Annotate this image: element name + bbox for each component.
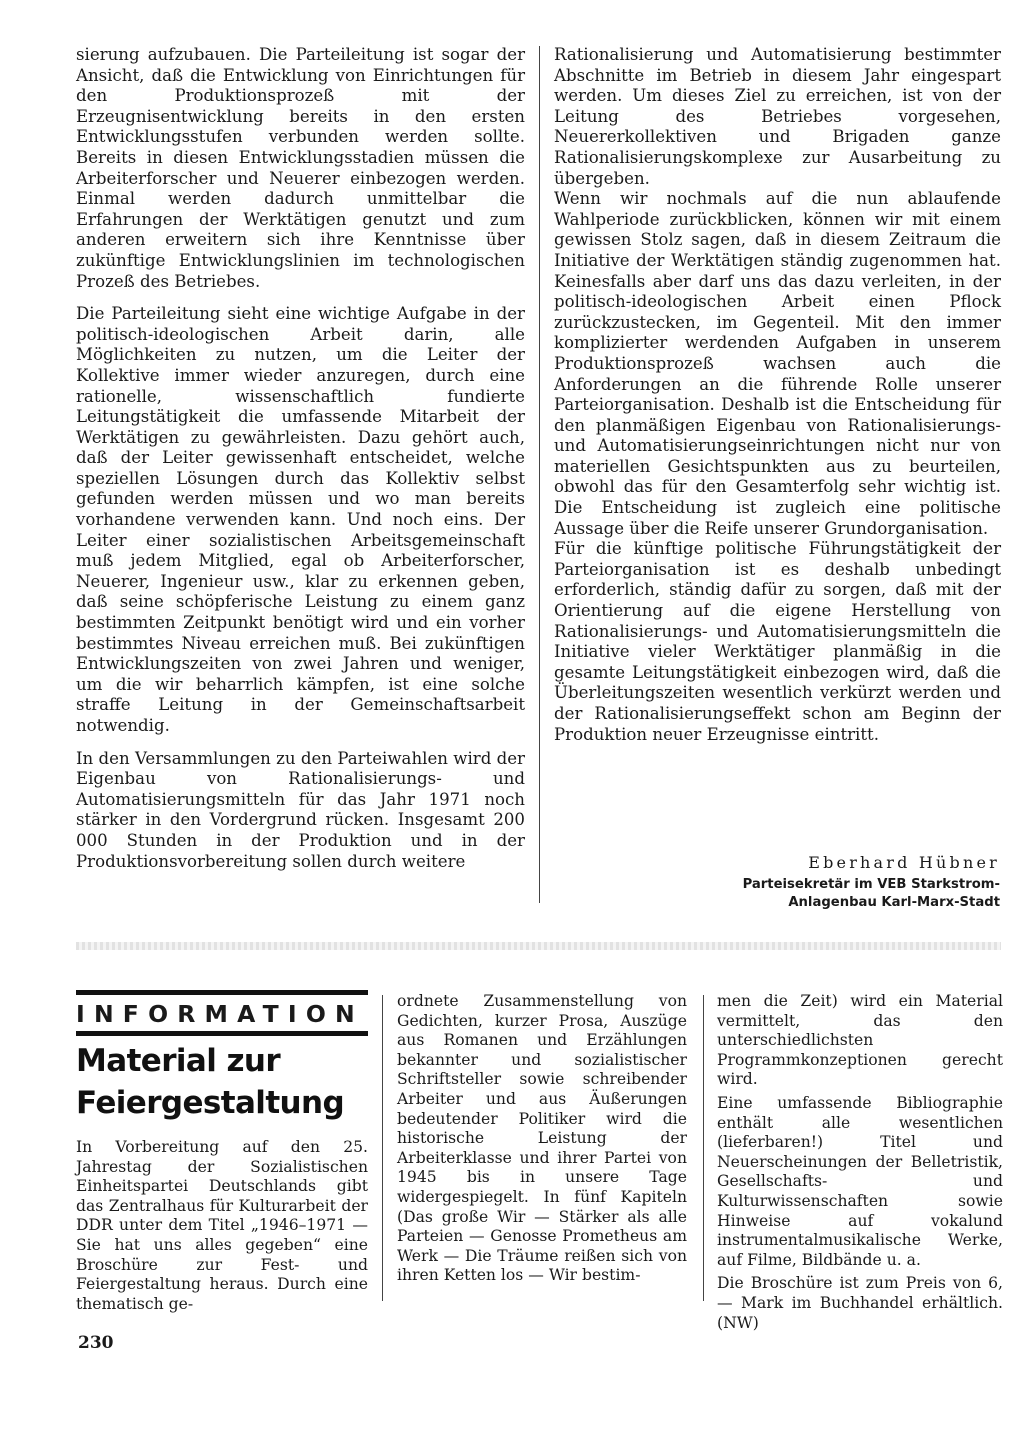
article-column-right	[554, 45, 1001, 745]
info-column-2	[397, 992, 687, 1286]
section-separator	[76, 942, 1001, 950]
column-divider	[382, 995, 383, 1301]
page-number: 230	[78, 1333, 114, 1353]
info-column-1	[76, 1138, 368, 1314]
article-paragraph: Die Parteileitung sieht eine wichtige Aufgabe in der politisch-ideologischen Arbeit darin, alle Möglichkeiten zu nutzen, um die Leiter der Kollektive immer wieder anzuregen, durch eine rationelle, wissenschaftlich fundierte Leitungstätigkeit die umfassende Mitarbeit der Werktätigen zu gewährleisten. Dazu gehört auch, daß der Leiter gewissenhaft entscheidet, welche speziellen Lösungen durch das Kollektiv selbst gefunden werden müssen und wo man bereits vorhandene verwenden kann. Und noch eins. Der Leiter einer sozialistischen Arbeitsgemeinschaft muß jedem Mitglied, egal ob Arbeiterforscher, Neuerer, Ingenieur usw., klar zu erkennen geben, daß seine schöpferische Leistung zu einem ganz bestimmten Zeitpunkt benötigt wird und ein vorher bestimmtes Niveau erreichen muß. Bei zukünftigen Entwicklungszeiten von zwei Jahren und weniger, um die wir beharrlich kämpfen, ist eine solche straffe Leitung in der Gemeinschaftsarbeit notwendig.	[76, 304, 525, 735]
article-paragraph: Für die künftige politische Führungstätigkeit der Parteiorganisation ist es deshalb unbedingt erforderlich, ständig dafür zu sorgen, daß mit der Orientierung auf die eigene Herstellung von Rationalisierungs- und Automatisierungsmitteln die Initiative vieler Werktätiger planmäßig in die gesamte Leitungstätigkeit einbezogen wird, daß die Überleitungszeiten wesentlich verkürzt werden und der Rationalisierungseffekt schon am Beginn der Produktion neuer Erzeugnisse eintritt.	[554, 539, 1001, 744]
info-paragraph: men die Zeit) wird ein Material vermittelt, das den unterschiedlichsten Programmkonzeptionen gerecht wird.	[717, 992, 1003, 1089]
article-paragraph: In den Versammlungen zu den Parteiwahlen wird der Eigenbau von Rationalisierungs- und Automatisierungsmitteln für das Jahr 1971 noch stärker in den Vordergrund rücken. Insgesamt 200 000 Stunden in der Produktion und in der Produktionsvorbereitung sollen durch weitere	[76, 748, 525, 871]
info-paragraph: ordnete Zusammenstellung von Gedichten, kurzer Prosa, Auszüge aus Romanen und Erzählungen bekannter und sozialistischer Schriftsteller sowie schreibender Arbeiter und aus Äußerungen bedeutender Politiker wird die historische Leistung der Arbeiterklasse und ihrer Partei von 1945 bis in unsere Tage widergespiegelt. In fünf Kapiteln (Das große Wir — Stärker als alle Parteien — Genosse Prometheus am Werk — Die Träume reißen sich von ihren Ketten los — Wir bestim-	[397, 992, 687, 1285]
author-role-line: Parteisekretär im VEB Starkstrom-	[742, 877, 1000, 892]
info-paragraph: Die Broschüre ist zum Preis von 6,— Mark im Buchhandel erhältlich. (NW)	[717, 1274, 1003, 1332]
section-label: INFORMATION	[76, 1000, 364, 1028]
column-divider	[703, 995, 704, 1301]
info-paragraph: In Vorbereitung auf den 25. Jahrestag der Sozialistischen Einheitspartei Deutschlands gibt das Zentralhaus für Kulturarbeit der DDR unter dem Titel „1946–1971 — Sie hat uns alles gegeben“ eine Broschüre zur Fest- und Feiergestaltung heraus. Durch eine thematisch ge-	[76, 1138, 368, 1313]
info-column-3	[717, 992, 1003, 1333]
article-column-left	[76, 45, 525, 872]
column-divider	[539, 46, 540, 903]
author-role	[743, 876, 1000, 912]
info-paragraph: Eine umfassende Bibliographie enthält alle wesentlichen (lieferbaren!) Titel und Neuerscheinungen der Belletristik, Gesellschafts- und Kulturwissenschaften sowie Hinweise auf vokalund instrumentalmusikalische Werke, auf Filme, Bildbände u. a.	[717, 1093, 1003, 1269]
article-paragraph: sierung aufzubauen. Die Parteileitung ist sogar der Ansicht, daß die Entwicklung von Einrichtungen für den Produktionsprozeß mit der Erzeugnisentwicklung bereits in den ersten Entwicklungsstufen verbunden werden sollte. Bereits in diesen Entwicklungsstadien müssen die Arbeiterforscher und Neuerer einbezogen werden. Einmal werden dadurch unmittelbar die Erfahrungen der Werktätigen genutzt und zum anderen erweitern sich ihre Kenntnisse über zukünftige Entwicklungslinien im technologischen Prozeß des Betriebes.	[76, 45, 525, 291]
article-paragraph: Wenn wir nochmals auf die nun ablaufende Wahlperiode zurückblicken, können wir mit einem gewissen Stolz sagen, daß in diesem Zeitraum die Initiative der Werktätigen ständig zugenommen hat. Keinesfalls aber darf uns das dazu verleiten, in der politisch-ideologischen Arbeit einen Pflock zurückzustecken, im Gegenteil. Mit den immer komplizierter werdenden Aufgaben in unserem Produktionsprozeß wachsen auch die Anforderungen an die führende Rolle unserer Parteiorganisation. Deshalb ist die Entscheidung für den planmäßigen Eigenbau von Rationalisierungs- und Automatisierungseinrichtungen nicht nur von materiellen Gesichtspunkten aus zu beurteilen, obwohl das für den Gesamterfolg sehr wichtig ist. Die Entscheidung ist zugleich eine politische Aussage über die Reife unserer Grundorganisation.	[554, 189, 1001, 538]
rule-bottom	[76, 1031, 368, 1036]
article-paragraph: Rationalisierung und Automatisierung bestimmter Abschnitte im Betrieb in diesem Jahr eingespart werden. Um dieses Ziel zu erreichen, ist von der Leitung des Betriebes vorgesehen, Neuererkollektiven und Brigaden ganze Rationalisierungskomplexe zur Ausarbeitung zu übergeben.	[554, 45, 1001, 188]
info-headline: Material zur Feiergestaltung	[76, 1043, 345, 1121]
author-role-line: Anlagenbau Karl-Marx-Stadt	[788, 895, 1000, 910]
author-name: Eberhard Hübner	[808, 853, 1000, 872]
section-label-box	[76, 990, 368, 1036]
